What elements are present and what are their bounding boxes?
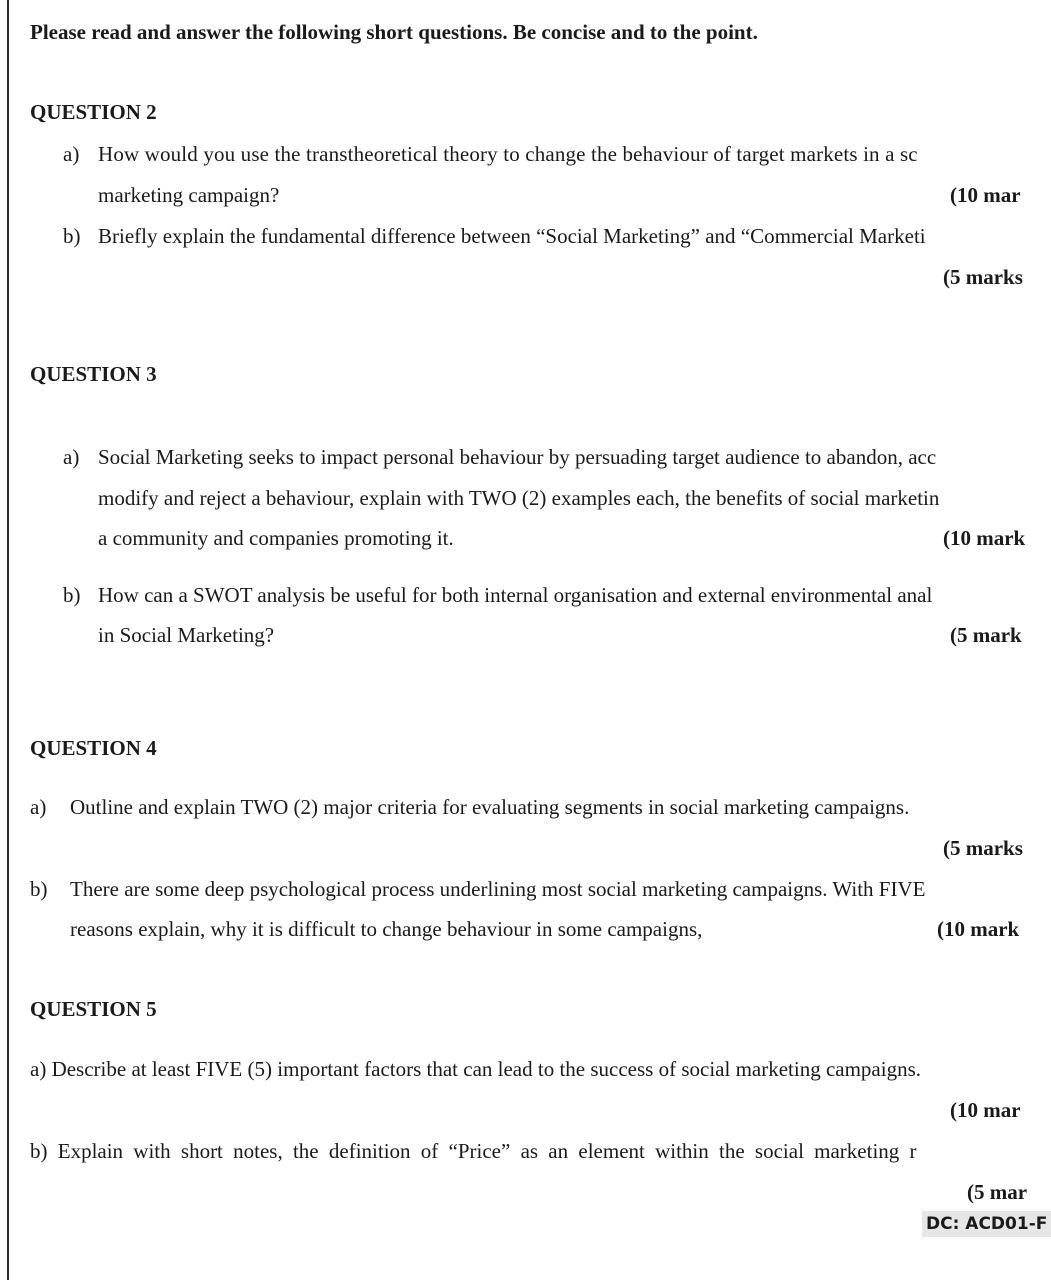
q3-a-line2: modify and reject a behaviour, explain with TWO (2) examples each, the benefits of social marketin: [98, 486, 940, 510]
q4-a-line1: Outline and explain TWO (2) major criteria for evaluating segments in social marketing campaigns.: [70, 795, 910, 819]
q3-a-line1: Social Marketing seeks to impact personal behaviour by persuading target audience to abandon, acc: [98, 445, 937, 469]
document-code: DC: ACD01-F: [922, 1211, 1051, 1237]
q4-a-letter: a): [30, 795, 47, 819]
q5-b-marks: (5 mar: [967, 1180, 1028, 1204]
q3-b-marks: (5 mark: [950, 623, 1022, 647]
page-left-border: [7, 0, 9, 1280]
question-4-heading: QUESTION 4: [30, 736, 157, 760]
question-3-heading: QUESTION 3: [30, 362, 157, 386]
q5-b-line1: b) Explain with short notes, the definition of “Price” as an element within the social marketing r: [30, 1139, 917, 1163]
q3-a-marks: (10 mark: [943, 526, 1026, 550]
q3-b-line1: How can a SWOT analysis be useful for both internal organisation and external environmental anal: [98, 583, 933, 607]
q5-a-line1: a) Describe at least FIVE (5) important factors that can lead to the success of social marketing campaigns.: [30, 1057, 922, 1081]
q5-a-marks: (10 mar: [950, 1098, 1021, 1122]
q4-b-line1: There are some deep psychological process underlining most social marketing campaigns. With FIVE: [70, 877, 926, 901]
question-5-heading: QUESTION 5: [30, 997, 157, 1021]
q3-b-line2: in Social Marketing?: [98, 623, 275, 647]
q2-b-line1: Briefly explain the fundamental difference between “Social Marketing” and “Commercial Marketi: [98, 224, 926, 248]
q3-a-line3: a community and companies promoting it.: [98, 526, 454, 550]
q2-a-line1: How would you use the transtheoretical theory to change the behaviour of target markets in a sc: [98, 142, 918, 166]
instructions-text: Please read and answer the following short questions. Be concise and to the point.: [30, 20, 758, 44]
q2-b-letter: b): [63, 224, 81, 248]
q3-a-letter: a): [63, 445, 80, 469]
q3-b-letter: b): [63, 583, 81, 607]
q4-b-letter: b): [30, 877, 48, 901]
q4-a-marks: (5 marks: [943, 836, 1023, 860]
q2-a-marks: (10 mar: [950, 183, 1021, 207]
q2-b-marks: (5 marks: [943, 265, 1023, 289]
question-2-heading: QUESTION 2: [30, 100, 157, 124]
q2-a-letter: a): [63, 142, 80, 166]
q4-b-marks: (10 mark: [937, 917, 1020, 941]
q4-b-line2: reasons explain, why it is difficult to change behaviour in some campaigns,: [70, 917, 703, 941]
q2-a-line2: marketing campaign?: [98, 183, 280, 207]
